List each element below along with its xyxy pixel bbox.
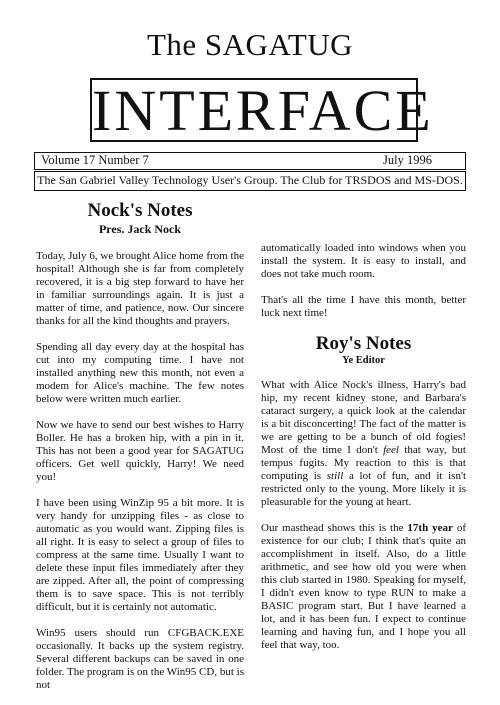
club-tagline: The San Gabriel Valley Technology User's Group. The Club for TRSDOS and MS-DOS. (34, 171, 466, 191)
nocks-paragraph: Spending all day every day at the hospital has cut into my computing time. I have not installed anything new this month, not even a modem for Alice's machine. The few notes below were written much earlier. (36, 341, 244, 405)
issue-date: July 1996 (383, 153, 432, 167)
nocks-paragraph: Today, July 6, we brought Alice home from the hospital! Although she is far from completely recovered, it is a big step forward to have her in familiar surroundings again. It is just a matter of time, and patience, now. Our sincere thanks for all the kind thoughts and prayers. (36, 250, 244, 327)
nocks-notes-byline: Pres. Jack Nock (98, 222, 182, 236)
roys-notes-title: Roy's Notes (315, 333, 412, 354)
roys-text: of existence for our club; I think that's quite an accomplishment in itself. Also, do a little arithmetic, and see how old you were when this club started in 1980. Speaking for myself, I didn't even know to type RUN to make a BASIC program start. But I have learned a lot, and it has been fun. I expect to continue learning and having fun, and I hope you all feel that way, too. (261, 522, 467, 651)
newsletter-title: INTERFACE (92, 78, 434, 143)
masthead-top-line: The SAGATUG (146, 27, 354, 62)
roys-notes-byline: Ye Editor (342, 355, 385, 366)
nocks-paragraph-continued: That's all the time I have this month, better luck next time! (261, 294, 466, 319)
roys-bold: 17th year (407, 522, 453, 534)
roys-paragraph (261, 522, 466, 652)
right-column (261, 242, 466, 665)
roys-paragraph (261, 379, 466, 509)
roys-text: that way, but tempus fugits. My reaction to this is that computing is (261, 444, 466, 482)
roys-emphasis: feel (383, 444, 399, 456)
nocks-paragraph: Win95 users should run CFGBACK.EXE occasionally. It backs up the system registry. Several different backups can be saved in one folder. The program is on the Win95 CD, but is not (36, 627, 244, 691)
nocks-paragraph: Now we have to send our best wishes to Harry Boller. He has a broken hip, with a pin in it. This has not been a good year for SAGATUG officers. Get well quickly, Harry! We need you! (36, 419, 244, 483)
roys-text: Our masthead shows this is the (261, 522, 408, 534)
nocks-paragraph: I have been using WinZip 95 a bit more. It is very handy for unzipping files - as close to automatic as you would want. Zipping files is all right. It is easy to select a group of files to compress at the same time. Usually I want to delete these input files immediately after they are zipped. After all, the point of compressing them is to save space. This is not terribly difficult, but it is certainly not automatic. (36, 497, 244, 613)
left-column (36, 200, 244, 705)
roys-text: What with Alice Nock's illness, Harry's bad hip, my recent kidney stone, and Barbara's cataract surgery, a quick look at the calendar is a bit disconcerting! The fact of the matter is we are getting to be a bunch of old fogies! Most of the time I don't (261, 379, 466, 456)
nocks-notes-title: Nock's Notes (87, 200, 193, 221)
issue-bar (34, 152, 466, 170)
nocks-paragraph-continued: automatically loaded into windows when you install the system. It is easy to install, and does not take much room. (261, 242, 466, 280)
roys-text: a lot of fun, and it isn't restricted only to the young. More likely it is pleasurable for the young at heart. (261, 470, 466, 508)
roys-emphasis: still (326, 470, 344, 482)
issue-number: Volume 17 Number 7 (41, 153, 149, 167)
